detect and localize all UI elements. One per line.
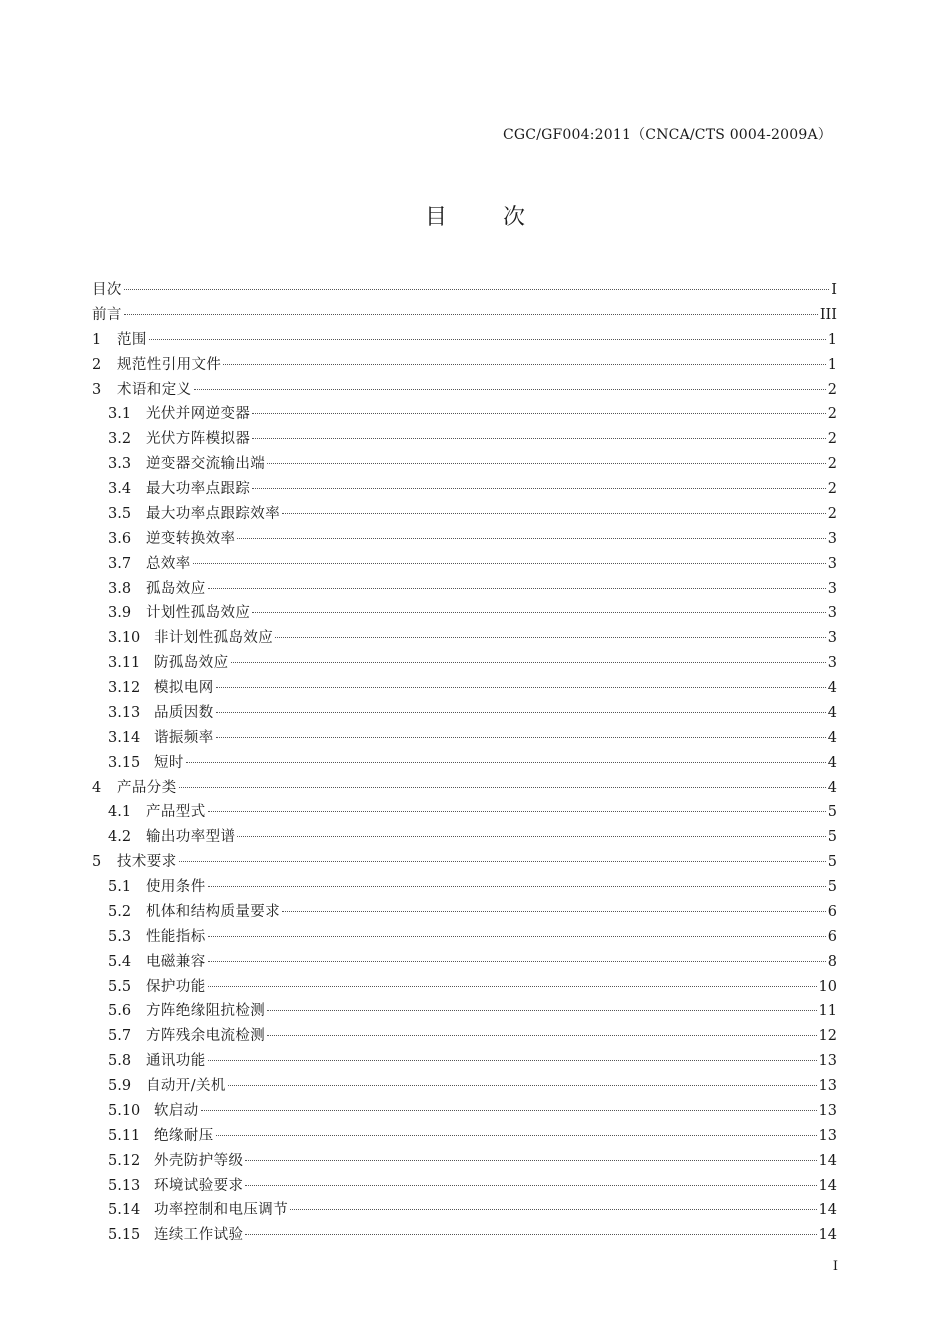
toc-dot-leader [208,811,826,812]
toc-dot-leader [201,1110,817,1111]
toc-entry-number: 1 [92,331,102,348]
toc-dot-leader [237,836,825,837]
toc-entry-page: 2 [827,505,837,522]
toc-entry-title: 规范性引用文件 [117,356,222,373]
toc-entry-title: 目次 [92,282,122,298]
toc-entry-number: 3.3 [108,456,132,473]
toc-entry-page: 6 [827,903,837,920]
toc-entry-number: 5.4 [108,953,132,970]
toc-entry-page: 3 [827,605,837,622]
toc-entry-title: 保护功能 [146,978,206,995]
toc-entry-page: 13 [818,1102,837,1119]
toc-entry-title: 环境试验要求 [154,1177,244,1194]
toc-dot-leader [179,861,826,862]
toc-entry-title: 计划性孤岛效应 [146,605,251,622]
toc-dot-leader [208,1060,817,1061]
toc-entry-number: 3.2 [108,431,132,448]
toc-entry-page: 5 [827,829,837,846]
toc-entry-title: 谐振频率 [154,729,214,746]
toc-entry-title: 外壳防护等级 [154,1152,244,1169]
toc-entry-page: 8 [827,953,837,970]
toc-entry-page: 3 [827,530,837,547]
toc-entry-page: 4 [827,754,837,771]
document-code: CGC/GF004:2011（CNCA/CTS 0004-2009A） [503,127,832,143]
toc-dot-leader [193,563,826,564]
toc-dot-leader [245,1185,816,1186]
toc-entry-page: 12 [818,1028,837,1045]
toc-entry-number: 3.11 [108,655,141,672]
toc-entry-title: 使用条件 [146,879,206,895]
toc-entry[interactable] [92,800,837,825]
toc-entry-title: 通讯功能 [146,1053,206,1070]
toc-entry-title: 范围 [117,331,147,348]
toc-entry[interactable] [92,452,837,477]
toc-dot-leader [290,1209,816,1210]
toc-dot-leader [231,662,826,663]
toc-entry[interactable] [92,1174,837,1199]
toc-entry[interactable] [92,651,837,676]
toc-entry-page: 1 [827,331,837,348]
toc-entry[interactable] [92,950,837,975]
toc-entry-page: 4 [827,680,837,696]
table-of-contents [92,278,837,1248]
toc-entry-number: 4.2 [108,829,132,846]
toc-entry[interactable] [92,477,837,502]
toc-entry-page: I [831,282,837,298]
toc-entry-title: 逆变转换效率 [146,530,236,547]
toc-entry-page: 14 [818,1202,837,1219]
toc-entry[interactable] [92,577,837,602]
toc-entry[interactable] [92,1049,837,1074]
toc-entry[interactable] [92,999,837,1024]
toc-entry-page: 4 [827,729,837,746]
toc-entry-page: 14 [818,1227,837,1244]
toc-entry-page: 4 [827,704,837,721]
toc-entry-title: 逆变器交流输出端 [146,456,266,473]
toc-entry-number: 4.1 [108,804,132,821]
toc-entry-number: 2 [92,356,102,373]
toc-entry-number: 5.12 [108,1152,141,1169]
toc-entry[interactable] [92,378,837,403]
toc-entry-page: 1 [827,356,837,373]
toc-entry-page: 4 [827,779,837,796]
toc-dot-leader [208,961,826,962]
toc-entry[interactable] [92,1149,837,1174]
toc-entry[interactable] [92,825,837,850]
toc-entry[interactable] [92,601,837,626]
toc-entry[interactable] [92,776,837,801]
toc-entry[interactable] [92,328,837,353]
toc-entry[interactable] [92,850,837,875]
page-title-char-2: 次 [503,205,526,230]
toc-entry[interactable] [92,1099,837,1124]
toc-entry-title: 机体和结构质量要求 [146,903,281,920]
toc-dot-leader [124,314,818,315]
toc-entry-number: 3.4 [108,481,132,497]
toc-entry-page: 14 [818,1177,837,1194]
toc-entry-page: 11 [818,1003,837,1020]
toc-dot-leader [252,488,825,489]
toc-entry[interactable] [92,278,837,303]
toc-entry[interactable] [92,303,837,328]
toc-entry-number: 3.1 [108,406,132,423]
toc-entry-title: 软启动 [154,1102,199,1119]
toc-entry-page: 2 [827,406,837,423]
toc-entry-page: 2 [827,431,837,448]
toc-entry[interactable] [92,552,837,577]
toc-entry[interactable] [92,353,837,378]
toc-entry-title: 模拟电网 [154,680,214,696]
toc-entry[interactable] [92,427,837,452]
toc-entry-title: 短时 [154,754,184,771]
toc-entry-title: 连续工作试验 [154,1227,244,1244]
toc-entry-page: 13 [818,1127,837,1144]
toc-entry-page: 2 [827,456,837,473]
page-title [0,200,950,231]
toc-entry[interactable] [92,1124,837,1149]
toc-entry[interactable] [92,676,837,701]
toc-entry[interactable] [92,900,837,925]
toc-entry-page: III [819,306,837,323]
toc-dot-leader [124,289,829,290]
toc-dot-leader [282,911,826,912]
toc-entry-number: 5.1 [108,879,132,895]
toc-entry-number: 3.14 [108,729,141,746]
toc-dot-leader [223,364,825,365]
toc-entry-number: 5.8 [108,1053,132,1070]
toc-dot-leader [252,438,825,439]
toc-dot-leader [208,588,826,589]
toc-entry-title: 最大功率点跟踪 [146,481,251,497]
toc-dot-leader [194,389,826,390]
toc-dot-leader [267,1035,816,1036]
toc-entry-title: 方阵残余电流检测 [146,1028,266,1045]
toc-dot-leader [245,1160,816,1161]
toc-entry-title: 产品分类 [117,779,177,796]
toc-entry-number: 3.10 [108,630,141,647]
toc-entry-title: 孤岛效应 [146,580,206,597]
toc-dot-leader [186,762,826,763]
toc-dot-leader [228,1085,817,1086]
toc-entry-number: 5.11 [108,1127,141,1144]
toc-entry[interactable] [92,1223,837,1248]
toc-dot-leader [216,737,826,738]
toc-entry-title: 自动开/关机 [146,1078,226,1094]
toc-entry-title: 最大功率点跟踪效率 [146,505,281,522]
toc-entry-title: 光伏方阵模拟器 [146,431,251,448]
toc-entry-number: 5.10 [108,1102,141,1119]
toc-entry[interactable] [92,626,837,651]
toc-entry-number: 5.7 [108,1028,132,1045]
toc-entry-number: 5.6 [108,1003,132,1020]
toc-entry-number: 5.2 [108,903,132,920]
toc-entry-page: 5 [827,879,837,895]
toc-dot-leader [275,637,826,638]
toc-entry-number: 3.7 [108,555,132,572]
toc-entry-title: 总效率 [146,555,191,572]
toc-entry-title: 方阵绝缘阻抗检测 [146,1003,266,1020]
toc-dot-leader [252,612,825,613]
toc-entry-number: 3.15 [108,754,141,771]
toc-entry-number: 3.6 [108,530,132,547]
toc-entry-number: 3.5 [108,505,132,522]
toc-dot-leader [149,339,826,340]
toc-entry[interactable] [92,875,837,900]
toc-entry-title: 品质因数 [154,704,214,721]
toc-entry-title: 电磁兼容 [146,953,206,970]
toc-dot-leader [208,886,826,887]
toc-dot-leader [179,787,826,788]
toc-dot-leader [216,712,826,713]
toc-entry-page: 6 [827,928,837,945]
toc-entry-number: 5.3 [108,928,132,945]
toc-entry-number: 5.14 [108,1202,141,1219]
toc-dot-leader [208,936,826,937]
toc-entry-page: 13 [818,1053,837,1070]
toc-dot-leader [216,687,826,688]
toc-entry[interactable] [92,1198,837,1223]
toc-dot-leader [252,413,825,414]
toc-entry-number: 5.13 [108,1177,141,1194]
toc-entry-page: 5 [827,804,837,821]
toc-entry-page: 2 [827,481,837,497]
toc-entry-page: 13 [818,1078,837,1094]
toc-entry-number: 3.12 [108,680,141,696]
toc-dot-leader [267,1010,816,1011]
toc-entry-number: 3.8 [108,580,132,597]
toc-entry-title: 绝缘耐压 [154,1127,214,1144]
toc-entry-title: 产品型式 [146,804,206,821]
toc-dot-leader [245,1234,816,1235]
toc-entry-page: 3 [827,655,837,672]
toc-entry-number: 5.15 [108,1227,141,1244]
toc-dot-leader [208,986,817,987]
toc-entry[interactable] [92,402,837,427]
toc-entry-number: 3 [92,381,102,398]
toc-dot-leader [216,1135,817,1136]
toc-entry-page: 3 [827,630,837,647]
toc-entry[interactable] [92,701,837,726]
toc-entry-page: 10 [818,978,837,995]
toc-entry-page: 14 [818,1152,837,1169]
toc-entry-title: 非计划性孤岛效应 [154,630,274,647]
toc-entry-title: 技术要求 [117,854,177,871]
toc-entry-page: 2 [827,381,837,398]
toc-entry-title: 术语和定义 [117,381,192,398]
toc-entry-page: 3 [827,580,837,597]
toc-entry-number: 5.9 [108,1078,132,1094]
toc-entry[interactable] [92,751,837,776]
page-title-char-1: 目 [424,205,447,230]
toc-entry[interactable] [92,925,837,950]
toc-entry-title: 性能指标 [146,928,206,945]
toc-entry-page: 5 [827,854,837,871]
toc-entry[interactable] [92,1024,837,1049]
toc-dot-leader [237,538,825,539]
toc-entry-title: 前言 [92,306,122,323]
page-number: I [832,1259,838,1274]
toc-entry[interactable] [92,726,837,751]
toc-entry-number: 3.13 [108,704,141,721]
toc-entry[interactable] [92,1074,837,1099]
toc-entry-number: 5 [92,854,102,871]
toc-entry[interactable] [92,975,837,1000]
toc-entry-title: 防孤岛效应 [154,655,229,672]
toc-dot-leader [267,463,826,464]
toc-entry-title: 输出功率型谱 [146,829,236,846]
toc-entry-number: 5.5 [108,978,132,995]
toc-entry-number: 4 [92,779,102,796]
toc-dot-leader [282,513,826,514]
toc-entry[interactable] [92,502,837,527]
toc-entry-number: 3.9 [108,605,132,622]
toc-entry-title: 功率控制和电压调节 [154,1202,289,1219]
toc-entry[interactable] [92,527,837,552]
toc-entry-page: 3 [827,555,837,572]
toc-entry-title: 光伏并网逆变器 [146,406,251,423]
